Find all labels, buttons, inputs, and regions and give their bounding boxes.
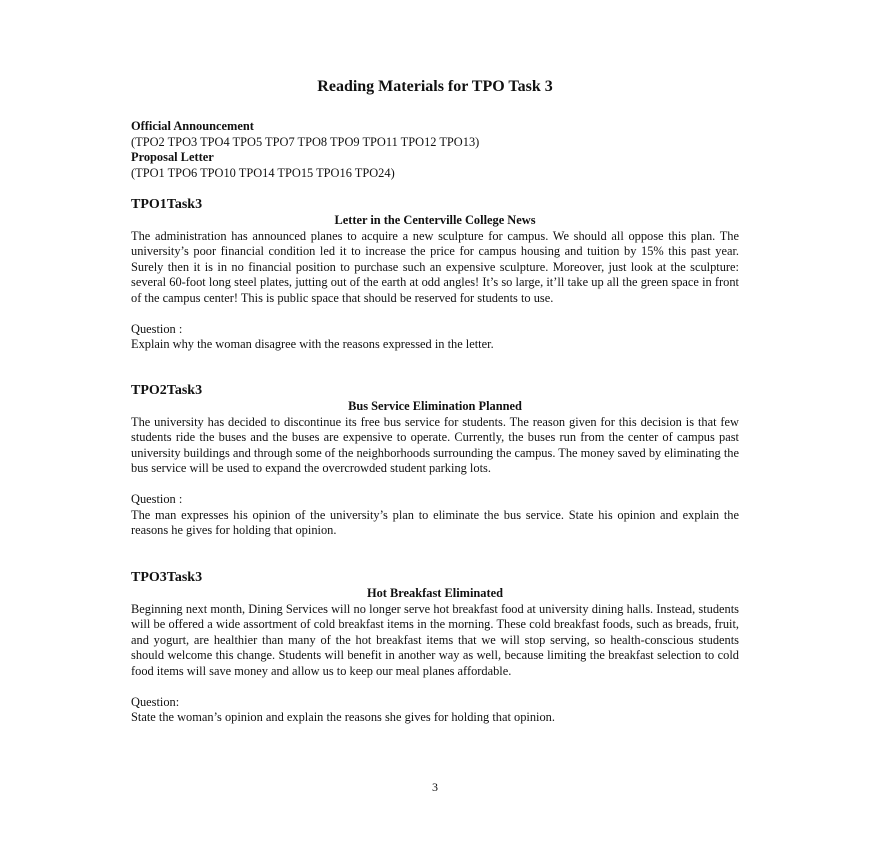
question-text: The man expresses his opinion of the university’s plan to eliminate the bus service. State his opinion and explain the reasons he gives for holding that opinion. — [131, 507, 739, 537]
task-heading: TPO2Task3 — [131, 383, 203, 398]
task-heading: TPO1Task3 — [131, 197, 203, 212]
document-page — [131, 0, 739, 842]
question-label: Question : — [131, 321, 183, 336]
page-number: 3 — [432, 780, 438, 794]
task-type-lists — [131, 119, 739, 181]
official-announcement-list: (TPO2 TPO3 TPO4 TPO5 TPO7 TPO8 TPO9 TPO11 TPO12 TPO13) — [131, 134, 480, 149]
task-section-tpo1 — [131, 197, 739, 353]
proposal-letter-label: Proposal Letter — [131, 150, 214, 164]
task-heading: TPO3Task3 — [131, 570, 203, 585]
passage-title: Bus Service Elimination Planned — [348, 399, 522, 413]
document-title: Reading Materials for TPO Task 3 — [317, 78, 553, 95]
proposal-letter-list: (TPO1 TPO6 TPO10 TPO14 TPO15 TPO16 TPO24) — [131, 165, 395, 180]
passage-title: Hot Breakfast Eliminated — [366, 586, 504, 600]
task-section-tpo2 — [131, 383, 739, 539]
passage-title: Letter in the Centerville College News — [334, 213, 536, 227]
task-section-tpo3 — [131, 570, 739, 726]
passage-body: The administration has announced planes to acquire a new sculpture for campus. We should all oppose this plan. The university’s poor financial condition led it to increase the price for campus housing and tuition by 15% this past year. Surely then it is in no financial position to purchase such an expensive sculpture. Moreover, just look at the sculpture: several 60-foot long steel plates, jutting out of the earth at odd angles! It’s so large, it’ll take up all the green space in front of the campus center! This is public space that should be reserved for students to use. — [131, 228, 739, 305]
passage-body: Beginning next month, Dining Services will no longer serve hot breakfast food at university dining halls. Instead, students will be offered a wide assortment of cold breakfast items in the morning. These cold breakfast foods, such as breads, fruit, and yogurt, are healthier than many of the hot breakfast items that we will stop serving, so health-conscious students should welcome this change. Students will benefit in another way as well, because limiting the breakfast selection to cold food items will save money and allow us to keep our meal planes affordable. — [131, 601, 739, 678]
question-label: Question : — [131, 492, 183, 506]
official-announcement-label: Official Announcement — [131, 119, 254, 133]
passage-body: The university has decided to discontinue its free bus service for students. The reason given for this decision is that few students ride the buses and the buses are expensive to operate. Currently, the buses run from the center of campus past university buildings and through some of the neighborhoods surrounding the campus. The money saved by eliminating the bus service will be used to expand the overcrowded student parking lots. — [131, 414, 739, 475]
question-text: Explain why the woman disagree with the reasons expressed in the letter. — [131, 337, 494, 351]
question-text: State the woman’s opinion and explain the reasons she gives for holding that opinion. — [131, 710, 555, 724]
question-label: Question: — [131, 694, 180, 709]
